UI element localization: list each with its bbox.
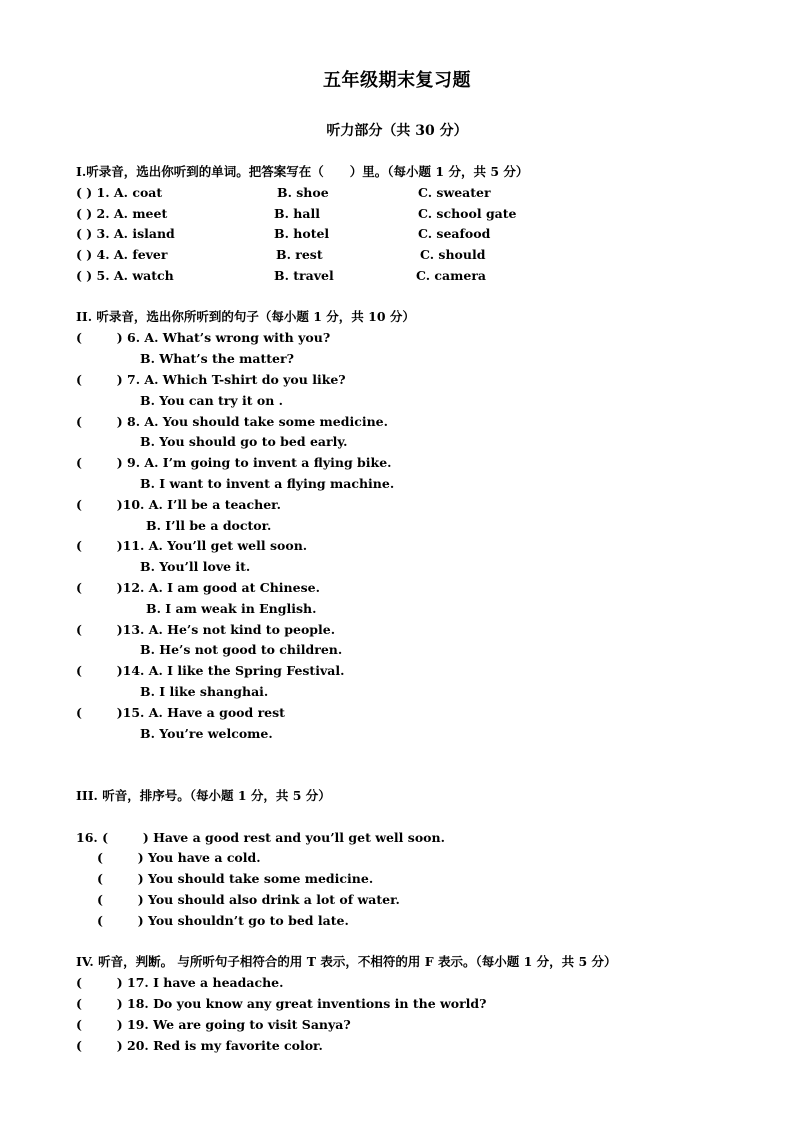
- section1-heading: I.听录音，选出你听到的单词。把答案写在（ ）里。（每小题 1 分，共 5 分）: [76, 164, 529, 179]
- q4-option-b: B. rest: [276, 247, 323, 262]
- section2-heading: II. 听录音，选出你所听到的句子（每小题 1 分，共 10 分）: [76, 309, 415, 324]
- q5-option-c: C. camera: [416, 268, 487, 283]
- q4-option-c: C. should: [420, 247, 486, 262]
- q9-option-a: ( ) 9. A. I’m going to invent a flying bike.: [76, 455, 392, 470]
- q1-option-a: ( ) 1. A. coat: [76, 185, 163, 200]
- q18-line: ( ) 18. Do you know any great inventions in the world?: [76, 996, 487, 1011]
- q14-option-a: ( )14. A. I like the Spring Festival.: [76, 663, 345, 678]
- q15-option-a: ( )15. A. Have a good rest: [76, 705, 285, 720]
- q15-option-b: B. You’re welcome.: [140, 726, 273, 741]
- q6-option-b: B. What’s the matter?: [140, 351, 294, 366]
- q1-option-b: B. shoe: [277, 185, 329, 200]
- q10-option-b: B. I’ll be a doctor.: [146, 518, 272, 533]
- q19-line: ( ) 19. We are going to visit Sanya?: [76, 1017, 351, 1032]
- q3-option-a: ( ) 3. A. island: [76, 226, 175, 241]
- q12-option-a: ( )12. A. I am good at Chinese.: [76, 580, 320, 595]
- page-title: 五年级期末复习题: [323, 70, 471, 91]
- q14-option-b: B. I like shanghai.: [140, 684, 269, 699]
- q6-option-a: ( ) 6. A. What’s wrong with you?: [76, 330, 331, 345]
- q7-option-b: B. You can try it on .: [140, 393, 284, 408]
- q1-option-c: C. sweater: [418, 185, 491, 200]
- q16-line: 16. ( ) Have a good rest and you’ll get well soon.: [76, 830, 445, 845]
- order-line: ( ) You shouldn’t go to bed late.: [97, 913, 349, 928]
- q5-option-b: B. travel: [274, 268, 334, 283]
- q4-option-a: ( ) 4. A. fever: [76, 247, 168, 262]
- q17-line: ( ) 17. I have a headache.: [76, 975, 284, 990]
- q20-line: ( ) 20. Red is my favorite color.: [76, 1038, 323, 1053]
- q12-option-b: B. I am weak in English.: [146, 601, 317, 616]
- q9-option-b: B. I want to invent a flying machine.: [140, 476, 395, 491]
- q2-option-a: ( ) 2. A. meet: [76, 206, 168, 221]
- q2-option-c: C. school gate: [418, 206, 517, 221]
- section3-heading: III. 听音，排序号。（每小题 1 分，共 5 分）: [76, 788, 331, 803]
- order-line: ( ) You should take some medicine.: [97, 871, 374, 886]
- q5-option-a: ( ) 5. A. watch: [76, 268, 174, 283]
- q8-option-a: ( ) 8. A. You should take some medicine.: [76, 414, 388, 429]
- page-subtitle: 听力部分（共 30 分）: [326, 123, 468, 139]
- q2-option-b: B. hall: [274, 206, 320, 221]
- q11-option-a: ( )11. A. You’ll get well soon.: [76, 538, 308, 553]
- section4-heading: IV. 听音，判断。 与所听句子相符合的用 T 表示，不相符的用 F 表示。（每小题 1 分，共 5 分）: [76, 954, 617, 969]
- q11-option-b: B. You’ll love it.: [140, 559, 251, 574]
- q3-option-c: C. seafood: [418, 226, 491, 241]
- q3-option-b: B. hotel: [274, 226, 330, 241]
- q8-option-b: B. You should go to bed early.: [140, 434, 348, 449]
- q10-option-a: ( )10. A. I’ll be a teacher.: [76, 497, 281, 512]
- q7-option-a: ( ) 7. A. Which T-shirt do you like?: [76, 372, 346, 387]
- order-line: ( ) You should also drink a lot of water.: [97, 892, 400, 907]
- q13-option-a: ( )13. A. He’s not kind to people.: [76, 622, 336, 637]
- q13-option-b: B. He’s not good to children.: [140, 642, 343, 657]
- order-line: ( ) You have a cold.: [97, 850, 261, 865]
